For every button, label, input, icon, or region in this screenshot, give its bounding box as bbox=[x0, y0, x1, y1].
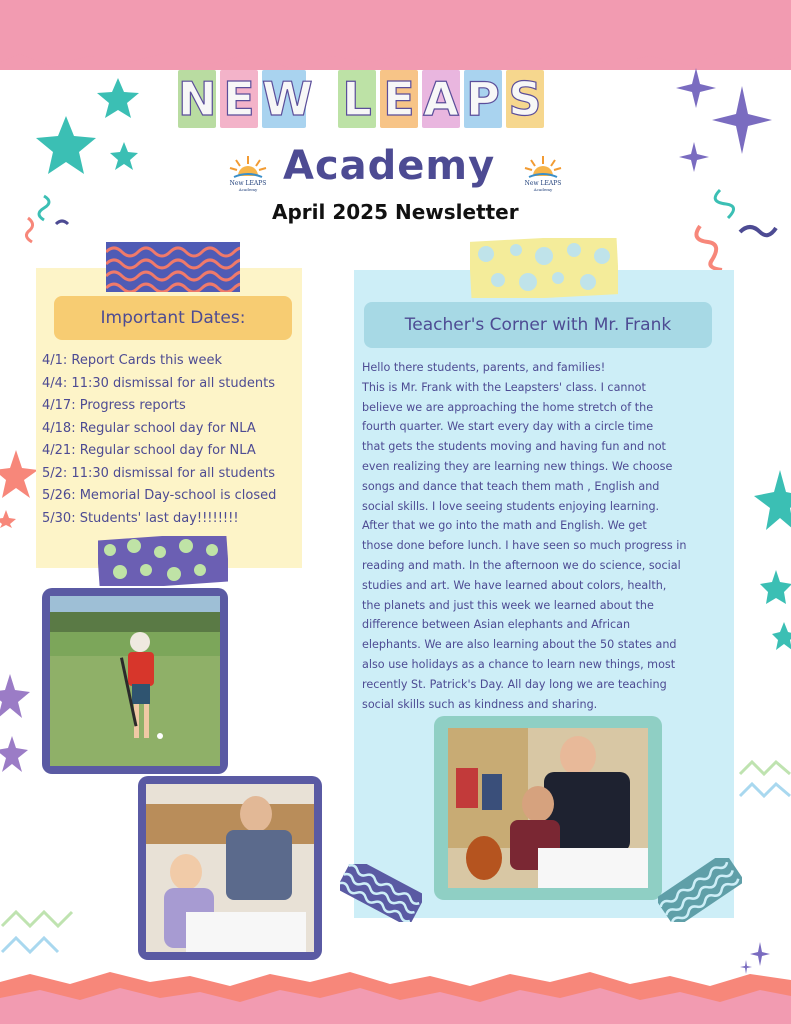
logo-subtext: Academy bbox=[238, 187, 258, 192]
title-letter: P bbox=[464, 70, 502, 128]
golf-photo bbox=[42, 588, 228, 774]
list-item: 5/2: 11:30 dismissal for all students bbox=[42, 465, 275, 481]
paragraph-line: This is Mr. Frank with the Leapsters' class. I cannot bbox=[362, 380, 646, 394]
washi-tape-icon bbox=[106, 242, 240, 292]
important-dates-heading: Important Dates: bbox=[54, 296, 292, 340]
title-letter: E bbox=[220, 70, 258, 128]
list-item: 4/18: Regular school day for NLA bbox=[42, 420, 256, 436]
washi-tape-icon bbox=[470, 238, 618, 298]
logo-text: New LEAPS bbox=[524, 180, 562, 187]
washi-tape-icon bbox=[98, 536, 228, 586]
teachers-corner-heading: Teacher's Corner with Mr. Frank bbox=[364, 302, 712, 348]
list-item: 4/1: Report Cards this week bbox=[42, 353, 222, 368]
paragraph-line: reading and math. In the afternoon we do science, social bbox=[362, 558, 681, 572]
classroom-photo-girl-image bbox=[146, 784, 314, 952]
title-letter: L bbox=[338, 70, 376, 128]
washi-tape-icon bbox=[658, 858, 742, 922]
teachers-corner-body bbox=[362, 358, 724, 714]
list-item: 4/21: Regular school day for NLA bbox=[42, 443, 256, 458]
squiggle-icon bbox=[22, 190, 82, 250]
golf-photo-image bbox=[50, 596, 220, 766]
title-letter: W bbox=[262, 72, 313, 126]
star-icon bbox=[20, 72, 150, 192]
star-icon bbox=[0, 448, 40, 528]
sun-logo-icon bbox=[226, 152, 270, 192]
paragraph-line: social skills. I love seeing students enjoying learning. bbox=[362, 499, 660, 513]
squiggle-icon bbox=[0, 904, 80, 974]
paragraph-line: even realizing they are learning new things. We choose bbox=[362, 459, 673, 473]
sparkle-icon bbox=[738, 938, 772, 978]
logo-text: New LEAPS bbox=[229, 180, 267, 187]
squiggle-icon bbox=[680, 180, 780, 280]
squiggle-icon bbox=[738, 752, 791, 812]
torn-paper-bottom-edge bbox=[0, 968, 791, 1024]
sparkle-icon bbox=[672, 64, 782, 194]
paragraph-line: social skills such as kindness and sharing. bbox=[362, 697, 598, 711]
paragraph-line: recently St. Patrick's Day. All day long we are teaching bbox=[362, 677, 667, 691]
important-dates-list bbox=[42, 350, 304, 530]
paragraph-line: the planets and just this week we learned about the bbox=[362, 598, 654, 612]
list-item: 5/30: Students' last day!!!!!!!! bbox=[42, 510, 239, 526]
title-letter: A bbox=[423, 72, 459, 126]
list-item: 4/17: Progress reports bbox=[42, 398, 186, 413]
title-letter: E bbox=[380, 70, 418, 128]
paragraph-line: songs and dance that teach them math , English and bbox=[362, 479, 660, 493]
star-icon bbox=[0, 670, 32, 780]
newsletter-date-label: April 2025 Newsletter bbox=[272, 200, 519, 224]
washi-tape-icon bbox=[340, 864, 422, 922]
title-letter: S bbox=[506, 70, 544, 128]
paragraph-line: those done before lunch. I have seen so much progress in bbox=[362, 539, 687, 553]
classroom-photo-boy bbox=[434, 716, 662, 900]
sun-logo-icon bbox=[521, 152, 565, 192]
paragraph-line: fourth quarter. We start every day with a circle time bbox=[362, 420, 654, 434]
paragraph-line: studies and art. We have learned about colors, health, bbox=[362, 578, 667, 592]
paragraph-line: that gets the students moving and having fun and not bbox=[362, 440, 666, 454]
paragraph-line: also use holidays as a chance to learn new things, most bbox=[362, 657, 676, 671]
logo-subtext: Academy bbox=[533, 187, 553, 192]
title-letter: N bbox=[178, 72, 217, 126]
paragraph-line: believe we are approaching the home stretch of the bbox=[362, 400, 654, 414]
star-icon bbox=[744, 462, 791, 652]
masthead-title bbox=[178, 70, 546, 128]
list-item: 4/4: 11:30 dismissal for all students bbox=[42, 375, 275, 391]
paragraph-line: elephants. We are also learning about the 50 states and bbox=[362, 638, 677, 652]
classroom-photo-boy-image bbox=[448, 728, 648, 888]
paragraph-line: Hello there students, parents, and families! bbox=[362, 361, 606, 374]
masthead-subtitle: Academy bbox=[283, 143, 496, 189]
classroom-photo-girl bbox=[138, 776, 322, 960]
list-item: 5/26: Memorial Day-school is closed bbox=[42, 488, 277, 503]
paragraph-line: difference between Asian elephants and African bbox=[362, 618, 631, 632]
paragraph-line: After that we go into the math and English. We get bbox=[362, 519, 647, 533]
